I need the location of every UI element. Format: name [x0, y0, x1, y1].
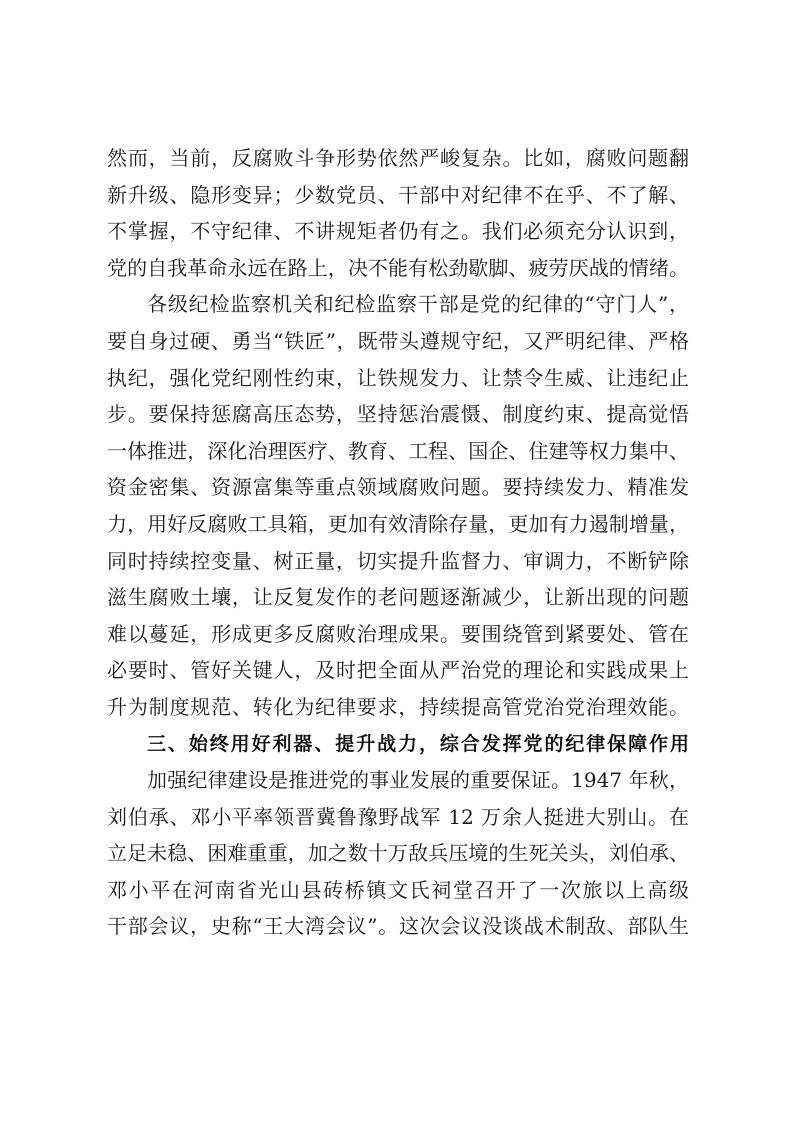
text-line: 立足未稳、困难重重，加之数十万敌兵压境的生死关头，刘伯承、 [107, 841, 689, 866]
text-line: 必要时、管好关键人，及时把全面从严治党的理论和实践成果上 [107, 658, 689, 683]
text-line: 刘伯承、邓小平率领晋冀鲁豫野战军 12 万余人挺进大别山。在 [107, 804, 689, 829]
text-line: 滋生腐败土壤，让反复发作的老问题逐渐减少，让新出现的问题 [107, 585, 689, 610]
text-line: 邓小平在河南省光山县砖桥镇文氏祠堂召开了一次旅以上高级 [107, 877, 689, 902]
text-line: 干部会议，史称“王大湾会议”。这次会议没谈战术制敌、部队生 [107, 914, 689, 939]
text-line: 各级纪检监察机关和纪检监察干部是党的纪律的“守门人”， [147, 292, 689, 317]
text-line: 不掌握，不守纪律、不讲规矩者仍有之。我们必须充分认识到， [107, 219, 689, 244]
text-line: 难以蔓延，形成更多反腐败治理成果。要围绕管到紧要处、管在 [107, 621, 689, 646]
text-line: 执纪，强化党纪刚性约束，让铁规发力、让禁令生威、让违纪止 [107, 365, 689, 390]
text-line: 然而，当前，反腐败斗争形势依然严峻复杂。比如，腐败问题翻 [107, 146, 689, 170]
text-line: 一体推进，深化治理医疗、教育、工程、国企、住建等权力集中、 [107, 438, 689, 463]
document-body [107, 140, 689, 945]
section-heading: 三、始终用好利器、提升战力，综合发挥党的纪律保障作用 [147, 732, 689, 755]
text-line: 新升级、隐形变异；少数党员、干部中对纪律不在乎、不了解、 [107, 182, 689, 207]
text-line: 步。要保持惩腐高压态势，坚持惩治震慑、制度约束、提高觉悟 [107, 402, 689, 427]
text-line: 党的自我革命永远在路上，决不能有松劲歇脚、疲劳厌战的情绪。 [107, 255, 689, 280]
text-line: 加强纪律建设是推进党的事业发展的重要保证。1947 年秋， [147, 768, 689, 793]
text-line: 同时持续控变量、树正量，切实提升监督力、审调力，不断铲除 [107, 548, 689, 573]
text-line: 力，用好反腐败工具箱，更加有效清除存量，更加有力遏制增量， [107, 511, 689, 536]
text-line: 要自身过硬、勇当“铁匠”，既带头遵规守纪，又严明纪律、严格 [107, 328, 689, 353]
text-line: 升为制度规范、转化为纪律要求，持续提高管党治党治理效能。 [107, 694, 689, 719]
text-line: 资金密集、资源富集等重点领域腐败问题。要持续发力、精准发 [107, 475, 689, 500]
